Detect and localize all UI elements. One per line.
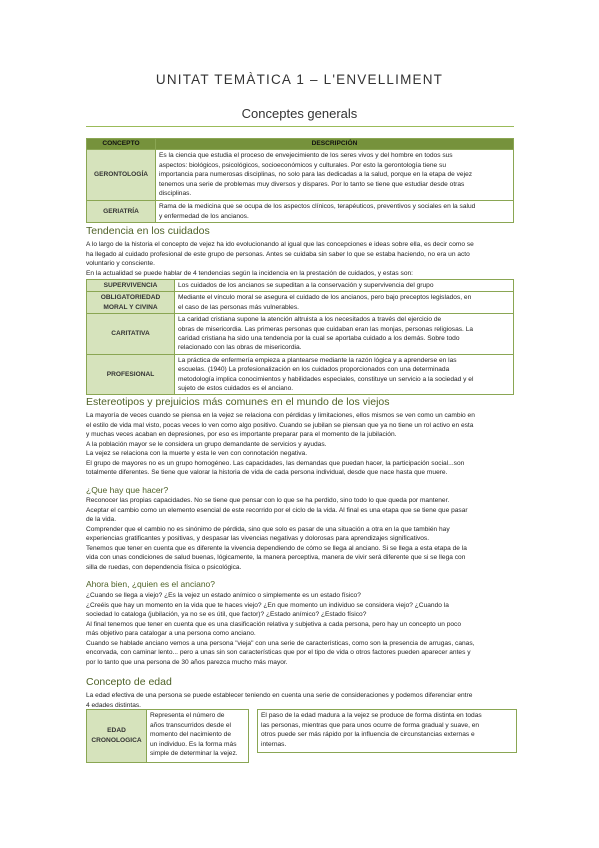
concept-table <box>86 138 514 223</box>
concept-geriatria-desc: Rama de la medicina que se ocupa de los aspectos clínicos, terapéuticos, preventivos y sociales en la salud y enfermedad de los ancianos. <box>156 200 514 222</box>
anciano-heading: Ahora bien, ¿quien es el anciano? <box>86 579 216 589</box>
tendencia-supervivencia-desc: Los cuidados de los ancianos se supeditan a la conservación y supervivencia del grupo <box>175 280 514 292</box>
document-title: UNITAT TEMÀTICA 1 – L'ENVELLIMENT <box>155 72 444 87</box>
tendencia-profesional-desc: La práctica de enfermería empieza a plantearse mediante la razón lógica y a aprenderse en las escuelas. (1940) La profesionalización en los cuidados proporcionados con una determinada metodología implica conocimientos y habilidades especiales, constituye un servicio a la sociedad y el sujeto de estos cuidados es el anciano. <box>175 354 514 395</box>
estereotipos-paragraph: La mayoría de veces cuando se piensa en la vejez se relaciona con pérdidas y limitaciones, ellos mismos se ven como un cambio en el estilo de vida mal visto, pocas veces lo ven como algo positivo. Cuando se jubilan se piensan que ya no tiene un rol activo en esta y muchas veces acaban en depresiones, por eso es importante preparar para el momento de la jubilación. A la población mayor se le considera un grupo demandante de servicios y ayudas. La vejez se relaciona con la muerte y esta le ven con connotación negativa. El grupo de mayores no es un grupo homogéneo. Las capacidades, las demandas que puedan hacer, la participación social...son totalmente diferentes. Se tiene que valorar la historia de vida de cada persona individual, desde que nace hasta que muere. <box>86 412 475 476</box>
tendencia-obligatoriedad: OBLIGATORIEDAD MORAL Y CIVINA <box>87 292 175 314</box>
concept-gerontologia-desc: Es la ciencia que estudia el proceso de envejecimiento de los seres vivos y del hombre en todos sus aspectos: biológicos, psicológicos, socioeconómicos y culturales. Por esto la gerontología tiene su importancia para numerosas disciplinas, no solo para las dedicadas a la salud, porque en la etapa de vejez tenemos una serie de problemas muy diversos y dispares. Por lo tanto se tiene que estudiar desde otras disciplinas. <box>156 150 514 201</box>
tendencia-paragraph: A lo largo de la historia el concepto de vejez ha ido evolucionando al igual que las concepciones e ideas sobre ella, es decir como se ha llegado al cuidado profesional de este grupo de personas. Antes se cuidaba sin saber lo que se estaba haciendo, no era un acto voluntario y consciente. En la actualidad se puede hablar de 4 tendencias según la incidencia en la prestación de cuidados, y estas son: <box>86 241 474 277</box>
que-hacer-heading: ¿Que hay que hacer? <box>86 485 169 495</box>
edad-table <box>86 709 517 763</box>
tendencias-table <box>86 279 514 395</box>
description-header: DESCRIPCIÓN <box>156 139 514 150</box>
edad-intro: La edad efectiva de una persona se puede establecer teniendo en cuenta una serie de consideraciones y podemos diferenciar entre 4 edades distintas. <box>86 692 473 709</box>
subtitle-rule <box>86 126 514 127</box>
tendencia-caritativa: CARITATIVA <box>87 314 175 355</box>
concept-header: CONCEPTO <box>87 139 156 150</box>
tendencia-obligatoriedad-desc: Mediante el vínculo moral se asegura el cuidado de los ancianos, pero bajo preceptos legislados, en el caso de las personas más vulnerables. <box>175 292 514 314</box>
document-subtitle: Conceptes generals <box>241 106 358 121</box>
concept-geriatria: GERIATRÍA <box>87 200 156 222</box>
tendencia-supervivencia: SUPERVIVENCIA <box>87 280 175 292</box>
concept-gerontologia: GERONTOLOGÍA <box>87 150 156 201</box>
que-hacer-paragraph: Reconocer las propias capacidades. No se tiene que pensar con lo que se ha perdido, sino todo lo que queda por mantener. Aceptar el cambio como un elemento esencial de este recorrido por el ciclo de la vida. Al final es una etapa que se tiene que pasar de la vida. Comprender que el cambio no es sinónimo de pérdida, sino que solo es pasar de una situación a otra en la que también hay experiencias gratificantes y positivas, y despasar las vivencias negativas y dolorosas para aprendizajes significativos. Tenemos que tener en cuenta que es diferente la vivencia dependiendo de cómo se llega al anciano. Si se llega a esta etapa de la vida con unas condiciones de salud buenas, lógicamente, la manera perceptiva, manera de vivir será diferente que si se llega con silla de ruedas, con dependencia física o psicológica. <box>86 497 468 571</box>
edad-heading: Concepto de edad <box>86 676 172 688</box>
tendencia-heading: Tendencia en los cuidados <box>86 225 210 237</box>
edad-cronologica: EDAD CRONOLOGICA <box>87 710 147 763</box>
edad-note: El paso de la edad madura a la vejez se produce de forma distinta en todas las personas, mientras que para unos ocurre de forma gradual y suave, en otros puede ser más rápido por la influencia de circunstancias externas e internas. <box>258 710 517 753</box>
tendencia-caritativa-desc: La caridad cristiana supone la atención altruista a los necesitados a través del ejercicio de obras de misericordia. Las primeras personas que cuidaban eran las monjas, personas religiosas. La caridad cristiana ha sido una tendencia por la cual se aportaba cuidado a los demás. Sobre todo relacionado con las obras de misericordia. <box>175 314 514 355</box>
estereotipos-heading: Estereotipos y prejuicios más comunes en el mundo de los viejos <box>86 396 390 408</box>
edad-cronologica-desc: Representa el número de años transcurridos desde el momento del nacimiento de un individuo. Es la forma más simple de determinar la vejez. <box>147 710 249 763</box>
anciano-paragraph: ¿Cuando se llega a viejo? ¿Es la vejez un estado anímico o simplemente es un estado físico? ¿Creéis que hay un momento en la vida que te haces viejo? ¿En que momento un individuo se considera viejo? ¿Cuando la sociedad lo cataloga (jubilación, ya no se es útil, que factor)? ¿Estado anímico? ¿Estado físico? Al final tenemos que tener en cuenta que es una clasificación relativa y subjetiva a cada persona, pero hay un concepto un poco más objetivo para catalogar a una persona como anciano. Cuando se hablade anciano vemos a una persona "vieja" con una serie de características, como son la presencia de arrugas, canas, encorvada, con caminar lento... pero a unas sin son características que por el tipo de vida o otros factores pueden aparecer antes y por lo tanto que una persona de 30 años parezca mucho más mayor. <box>86 592 475 666</box>
tendencia-profesional: PROFESIONAL <box>87 354 175 395</box>
